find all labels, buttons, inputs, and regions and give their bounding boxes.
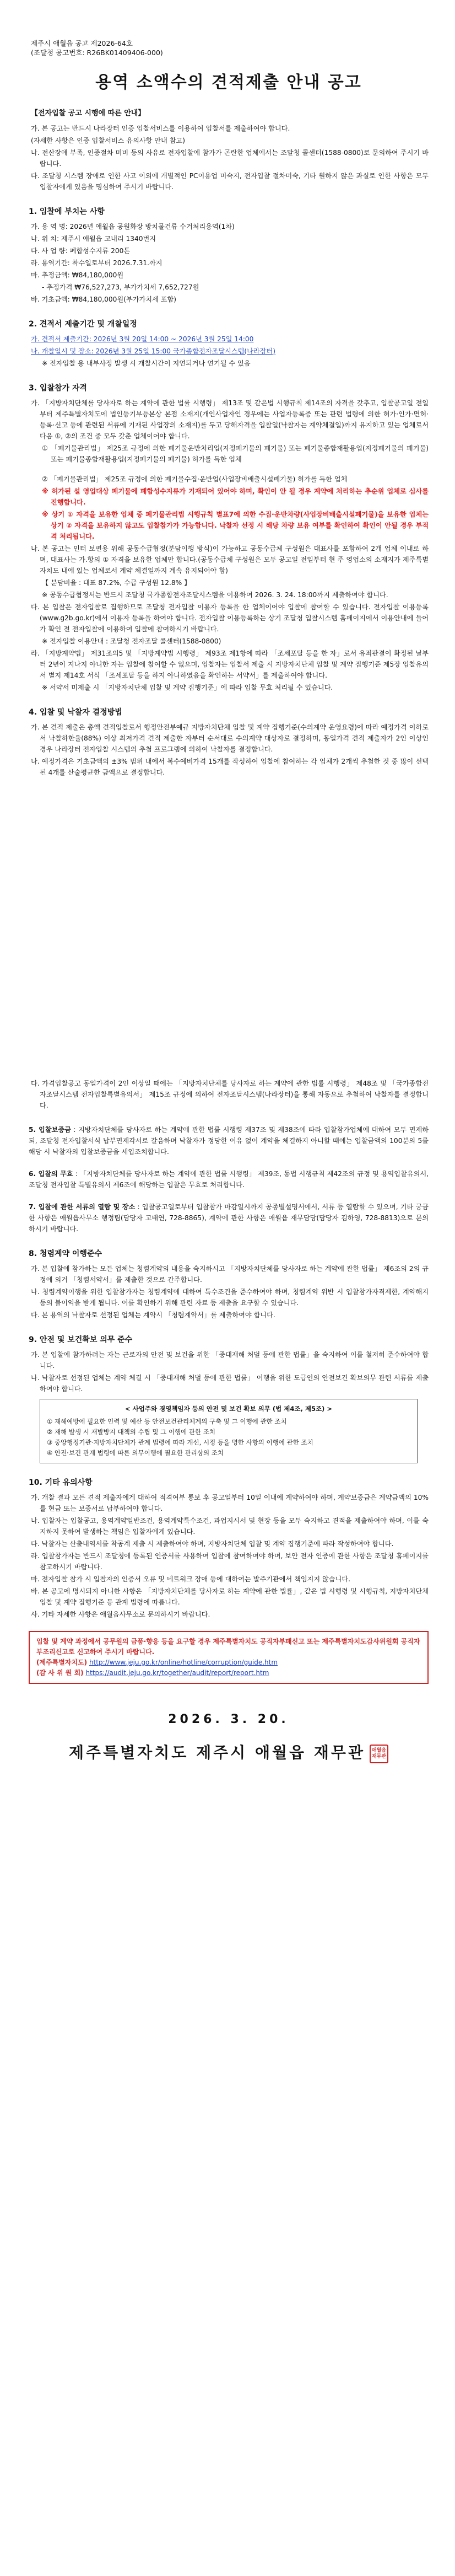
section-title: 3. 입찰참가 자격: [29, 384, 87, 393]
section-text: : 지방자치단체를 당사자로 하는 계약에 관한 법률 시행령 제37조 및 제38조에 따라 입찰참가업체에 대하여 모두 면제하되, 조달청 전자입찰서식 납부면제각서로 갈음하며 낙찰자가 정당한 이유 없이 계약을 체결하지 아니할 때에는 입찰금액의 100분의 5를 해당 시 낙찰자의 입찰보증금을 세입조치합니다.: [29, 1126, 429, 1156]
qualification-warning: ※ 허가된 설 영업대상 폐기물에 폐합성수지류가 기재되어 있어야 하며, 확인이 안 될 경우 계약에 처리하는 추순위 업체로 심사를 진행합니다.: [42, 487, 429, 506]
qualification-item: 라. 「지방계약법」 제31조의5 및 「지방계약법 시행령」 제93조 제1항에 따라 「조세포탈 등을 한 자」로서 유죄판결이 확정된 날부터 2년이 지나지 아니한 자는 입찰에 참여할 수 없으며, 입찰자는 입찰서 제출 시 지방자치단체 입찰 및 계약 집행기준 제5장 입찰유의서 별지 제14호 서식 「조세포탈 등을 하지 아니하였음을 확인하는 서약서」를 제출하여야 합니다.: [31, 650, 429, 679]
other-note: 다. 낙찰자는 산출내역서를 착공계 제출 시 제출하여야 하며, 지방자치단체 입찰 및 계약 집행기준에 따라 작성하여야 합니다.: [31, 1540, 394, 1548]
other-note: 라. 입찰참가자는 반드시 조달청에 등록된 인증서를 사용하여 입찰에 참여하여야 하며, 보안 전자 인증에 관한 사항은 조달청 홈페이지를 참고하시기 바랍니다.: [31, 1552, 429, 1571]
page-title: 용역 소액수의 견적제출 안내 공고: [95, 73, 362, 92]
safety-box-line: ④ 안전·보건 관계 법령에 따른 의무이행에 필요한 관리상의 조치: [47, 1449, 224, 1457]
notice-item: 나. 전산장애 부족, 인증절차 미비 등의 사유로 전자입찰에 참가가 곤란한 업체에서는 조달청 콜센터(1588-0800)로 문의하여 주시기 바랍니다.: [31, 149, 429, 168]
bid-invalidity: [29, 1168, 429, 1190]
report-link-province[interactable]: http://www.jeju.go.kr/online/hotline/corruption/guide.htm: [89, 1659, 278, 1666]
bid-bond: [29, 1124, 429, 1157]
section-title: 8. 청렴계약 이행준수: [29, 1249, 102, 1258]
section-text: : 「지방자치단체를 당사자로 하는 계약에 관한 법률 시행령」 제39조, 동법 시행규칙 제42조의 규정 및 용역입찰유의서, 조달청 전자입찰 특별유의서 제6조에 해당하는 입찰은 무효로 처리합니다.: [29, 1170, 429, 1189]
issuer-name: 제주특별자치도 제주시 애월읍 재무관: [68, 1743, 365, 1762]
safety-box-line: ③ 중앙행정기관·지방자치단체가 관계 법령에 따라 개선, 시정 등을 명한 사항의 이행에 관한 조치: [47, 1439, 313, 1446]
submission-period: 가. 견적서 제출기간: 2026년 3월 20일 14:00 ~ 2026년 3월 25일 14:00: [31, 335, 254, 343]
notice-item: 가. 본 공고는 반드시 나라장터 인증 입찰서비스를 이용하여 입찰서를 제출하여야 합니다.: [31, 125, 290, 132]
issuer-line: [29, 1741, 429, 1763]
other-note: 가. 개찰 결과 모든 견적 제출자에게 대하여 적격여부 통보 후 공고일부터 10일 이내에 계약하여야 하며, 계약보증금은 계약금액의 10%를 현금 또는 보증서로 납부하여야 합니다.: [31, 1494, 429, 1512]
section-title: 5. 입찰보증금: [29, 1126, 71, 1134]
report-link-audit[interactable]: https://audit.jeju.go.kr/together/audit/report/report.htm: [85, 1669, 269, 1677]
other-note: 바. 본 공고에 명시되지 아니한 사항은 「지방자치단체를 당사자로 하는 계약에 관한 법률」, 같은 법 시행령 및 시행규칙, 지방자치단체 입찰 및 계약 집행기준 등 관계 법령에 따릅니다.: [31, 1587, 429, 1606]
other-note: 마. 전자입찰 참가 시 입찰자의 인증서 오류 및 네트워크 장애 등에 대하여는 발주기관에서 책임지지 않습니다.: [31, 1575, 351, 1583]
qualification-item: 나. 본 공고는 인터 보편용 위해 공동수급협정(분담이행 방식)이 가능하고 공동수급체 구성원은 대표사를 포함하여 2개 업체 이내로 하며, 대표사는 가.항의 ① 자격을 보유한 업체만 합니다.(공동수급체 구성원은 모두 공고일 전일부터 현 주 영업소의 소재지가 제주특별자치도 내에 있는 업체로서 계약 체결일까지 계속 유지되어야 함): [31, 545, 429, 575]
procurement-number: (조달청 공고번호: R26BK01409406-000): [31, 49, 163, 57]
integrity-item: 가. 본 입찰에 참가하는 모든 업체는 청렴계약의 내용을 숙지하시고 「지방자치단체를 당사자로 하는 계약에 관한 법률」 제6조의 2의 규정에 의거 「청렴서약서」를 제출한 것으로 간주합니다.: [31, 1265, 429, 1284]
notice-date: 2026. 3. 20.: [168, 1713, 289, 1726]
service-name: 가. 용 역 명: 2026년 애월읍 공원화장 방치물건류 수거처리용역(1차): [31, 223, 235, 230]
section-title: 2. 견적서 제출기간 및 개찰일정: [29, 320, 137, 329]
report-label-province: (제주특별자치도): [36, 1659, 88, 1666]
safety-box-line: ① 재해예방에 필요한 인력 및 예산 등 안전보건관리체계의 구축 및 그 이행에 관한 조치: [47, 1418, 287, 1425]
section-title: 10. 기타 유의사항: [29, 1478, 93, 1487]
corruption-report-box: [29, 1631, 429, 1684]
notice-title: 【전자입찰 공고 시행에 따른 안내】: [31, 109, 145, 117]
award-method-item: 가. 본 견적 제출은 총액 견적입찰로서 행정안전부예규 지방자치단체 입찰 및 계약 집행기준(수의계약 운영요령)에 따라 예정가격 이하로서 낙찰하한율(88%) 이상 최저가격 견적 제출한 자부터 순서대로 수의계약 대상자로 결정하며, 동일가격 견적 제출자가 2인 이상인 경우 나라장터 전자입찰 시스템의 추첨 프로그램에 의하여 낙찰자를 결정합니다.: [31, 723, 429, 753]
qualification-item: ※ 전자입찰 이용안내 : 조달청 전자조달 콜센터(1588-0800): [42, 637, 221, 645]
report-box-title: 입찰 및 계약 과정에서 공무원의 금품·향응 등을 요구할 경우 제주특별자치도 공직자부패신고 또는 제주특별자치도감사위원회 공직자부조리신고로 신고하여 주시기 바랍니다.: [36, 1638, 420, 1656]
qualification-item: ※ 공동수급협정서는 반드시 조달청 국가종합전자조달시스템을 이용하여 2026. 3. 24. 18:00까지 제출하여야 합니다.: [42, 591, 388, 599]
award-method-item: 나. 예정가격은 기초금액의 ±3% 범위 내에서 복수예비가격 15개를 작성하여 입찰에 참여하는 각 업체가 2개씩 추첨한 것 중 많이 선택된 4개를 산술평균한 금액으로 결정합니다.: [31, 758, 429, 776]
qualification-item: ※ 서약서 미제출 시 「지방자치단체 입찰 및 계약 집행기준」에 따라 입찰 무효 처리될 수 있습니다.: [42, 684, 333, 691]
qualification-item: ② 「폐기물관리법」 제25조 규정에 의한 폐기물수집·운반업(사업장비배출시설폐기물) 허가를 득한 업체: [42, 475, 348, 483]
document-viewing: [29, 1201, 429, 1235]
section-title: 6. 입찰의 무효: [29, 1170, 73, 1178]
opening-schedule: 나. 개찰일시 및 장소: 2026년 3월 25일 15:00 국가종합전자조달시스템(나라장터): [31, 347, 275, 355]
estimated-price-detail: - 추정가격 ₩76,527,273, 부가가치세 7,652,727원: [42, 283, 199, 291]
section-title: 9. 안전 및 보건확보 의무 준수: [29, 1335, 133, 1344]
safety-duty-box: [40, 1399, 418, 1463]
qualification-warning: ※ 상기 ① 자격을 보유한 업체 중 폐기물관리법 시행규칙 별표7에 의한 수집·운반차량(사업장비배출시설폐기물)을 보유한 업체는 상기 ② 자격을 보유하지 않고도 입찰참가가 가능합니다. 낙찰자 선정 시 해당 차량 보유 여부를 확인하여 확인이 안될 경우 부적격 처리됩니다.: [42, 511, 429, 540]
workload: 다. 사 업 량: 폐합성수지류 200톤: [31, 247, 131, 255]
section-text: : 입찰공고일로부터 입찰참가 마감일시까지 공종별설명서에서, 서류 등 열람할 수 있으며, 기타 궁금한 사항은 애월읍사무소 행정팀(담당자 고태연, 728-8865), 계약에 관한 사항은 애월읍 재무담당(담당자 김하영, 728-8813)으로 문의하시기 바랍니다.: [29, 1203, 429, 1233]
notice-item: (자세한 사항은 인증 입찰서비스 유의사항 안내 참고): [31, 137, 185, 144]
share-ratio: 【 분담비율 : 대표 87.2%, 수급 구성원 12.8% 】: [42, 579, 191, 587]
integrity-item: 나. 청렴계약이행을 위한 입찰참가자는 청렴계약에 대하여 특수조건을 준수하여야 하며, 청렴계약 위반 시 입찰참가자격제한, 계약해지 등의 불이익을 받게 됩니다. 이를 확인하기 위해 관련 자료 등 제출을 요구할 수 있습니다.: [31, 1288, 429, 1307]
award-method-item: 다. 가격입찰공고 동일가격이 2인 이상일 때에는 「지방자치단체를 당사자로 하는 계약에 관한 법률 시행령」 제48조 및 「국가종합전자조달시스템 전자입찰특별유의서」 제15조 규정에 의하여 전자조달시스템(나라장터)을 통해 자동으로 추첨하여 낙찰자를 결정합니다.: [31, 1080, 429, 1109]
official-seal: 애월읍 재무관: [370, 1745, 388, 1763]
qualification-item: ① 「폐기물관리법」 제25조 규정에 의한 폐기물운반처리업(지정폐기물의 폐기물) 또는 폐기물종합재활용업(지정폐기물의 폐기물) 또는 폐기물종합재활용업(지정폐기물의 폐기물) 허가를 득한 업체: [42, 444, 429, 463]
safety-item: 가. 본 입찰에 참가하려는 자는 근로자의 안전 및 보건을 위한 「중대재해 처벌 등에 관한 법률」을 숙지하여 이를 철저히 준수하여야 합니다.: [31, 1351, 429, 1370]
section-title: 4. 입찰 및 낙찰자 결정방법: [29, 708, 122, 717]
location: 나. 위 치: 제주시 애월읍 고내리 1340번지: [31, 235, 156, 243]
service-period: 라. 용역기간: 착수일로부터 2026.7.31.까지: [31, 259, 162, 267]
integrity-item: 다. 본 용역의 낙찰자로 선정된 업체는 계약시 「청렴계약서」를 제출하여야 합니다.: [31, 1311, 275, 1319]
safety-box-title: < 사업주와 경영책임자 등의 안전 및 보건 확보 의무 (법 제4조, 제5조) >: [125, 1405, 332, 1413]
section-title: 7. 입찰에 관한 서류의 열람 및 장소: [29, 1203, 136, 1211]
report-label-audit: (감 사 위 원 회): [36, 1669, 84, 1677]
electronic-bid-notice: [29, 107, 429, 192]
notice-number: 제주시 애월읍 공고 제2026-64호: [31, 39, 133, 47]
safety-item: 나. 낙찰자로 선정된 업체는 계약 체결 시 「중대재해 처벌 등에 관한 법률」 이행을 위한 도급인의 안전보건 확보의무 관련 서류를 제출하여야 합니다.: [31, 1374, 429, 1393]
delay-note: ※ 전자입찰 용 내부사정 발생 시 개찰시간이 지연되거나 연기될 수 있음: [42, 359, 251, 367]
other-note: 나. 입찰자는 입찰공고, 용역계약일반조건, 용역계약특수조건, 과업지시서 및 현장 등을 모두 숙지하고 견적을 제출하여야 하며, 이를 숙지하지 못하여 발생하는 책임은 입찰자에게 있습니다.: [31, 1517, 429, 1536]
qualification-item: 다. 본 입찰은 전자입찰로 집행하므로 조달청 전자입찰 이용자 등록을 한 업체이어야 입찰에 참여할 수 있습니다. 전자입찰 이용등록(www.g2b.go.kr)에서 이용자 등록을 하여야 합니다. 전자입찰 이용등록하는 상기 조달청 입찰시스템 홈페이지에서 이용안내에 들어가 확인 전 전자입찰에 이용하여 입찰에 참여하시기 바랍니다.: [31, 603, 429, 633]
base-amount: 바. 기초금액: ₩84,180,000원(부가가치세 포함): [31, 296, 176, 303]
other-note: 사. 기타 자세한 사항은 애월읍사무소로 문의하시기 바랍니다.: [31, 1611, 210, 1618]
section-title: 1. 입찰에 부치는 사항: [29, 207, 105, 216]
estimated-amount: 마. 추정금액: ₩84,180,000원: [31, 271, 124, 279]
notice-item: 다. 조달청 시스템 장애로 인한 사고 이외에 개별적인 PC이용업 미숙지, 전자입찰 절차미숙, 기타 원하지 않은 과실로 인한 사항은 모두 입찰자에게 있음을 명심하여 주시기 바랍니다.: [31, 172, 429, 191]
safety-box-line: ② 재해 발생 시 재발방지 대책의 수립 및 그 이행에 관한 조치: [47, 1428, 216, 1436]
qualification-item: 가. 「지방자치단체를 당사자로 하는 계약에 관한 법률 시행령」 제13조 및 같은법 시행규칙 제14조의 자격을 갖추고, 입찰공고일 전일 부터 제주특별자치도에 법인등기부등본상 본점 소재지(개인사업자인 경우에는 사업자등록증 또는 관련 법령에 의한 허가·인가·면허·등록·신고 등에 관련된 서류에 기재된 사업장의 소재지)를 두고 당해자격을 입찰일(낙찰자는 계약체결일)까지 유지하고 있는 업체로서 다음 ①, ②의 조건 중 모두 갖춘 업체이어야 합니다.: [31, 399, 429, 440]
notice-header: [31, 39, 429, 57]
